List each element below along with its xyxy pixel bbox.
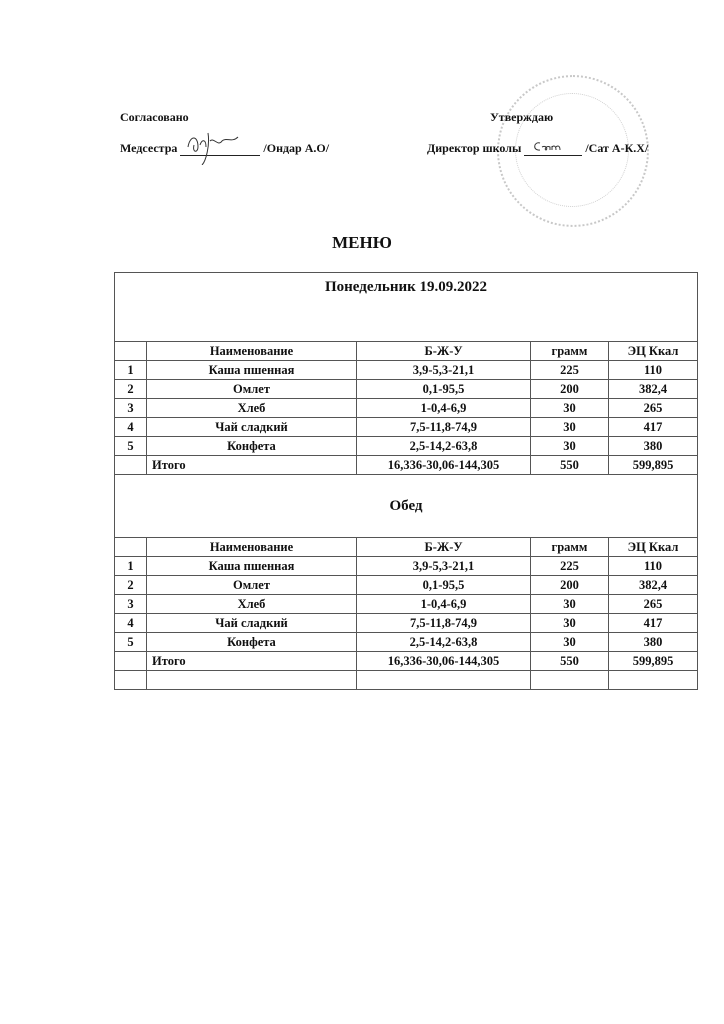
col-name-header: Наименование (147, 342, 357, 361)
table-row (115, 595, 698, 614)
director-signature-line (427, 141, 648, 156)
col-number-header (115, 342, 147, 361)
director-role: Директор школы (427, 141, 522, 155)
dish-gram: 225 (531, 557, 609, 576)
table-row (115, 633, 698, 652)
table-row (115, 557, 698, 576)
dish-bzu: 0,1-95,5 (357, 576, 531, 595)
total-row (115, 456, 698, 475)
empty-cell (115, 671, 147, 690)
total-kcal: 599,895 (609, 456, 698, 475)
col-gram-header: грамм (531, 538, 609, 557)
dish-bzu: 3,9-5,3-21,1 (357, 361, 531, 380)
table-row (115, 614, 698, 633)
col-gram-header: грамм (531, 342, 609, 361)
total-label: Итого (147, 652, 357, 671)
row-number: 4 (115, 418, 147, 437)
row-number: 3 (115, 595, 147, 614)
row-number: 2 (115, 380, 147, 399)
table-row (115, 576, 698, 595)
col-kcal-header: ЭЦ Ккал (609, 342, 698, 361)
table-row (115, 418, 698, 437)
col-number-header (115, 538, 147, 557)
col-bzu-header: Б-Ж-У (357, 538, 531, 557)
dish-name: Чай сладкий (147, 418, 357, 437)
approve-heading: Утверждаю (490, 110, 554, 124)
col-name-header: Наименование (147, 538, 357, 557)
dish-bzu: 3,9-5,3-21,1 (357, 557, 531, 576)
row-number (115, 456, 147, 475)
dish-name: Конфета (147, 633, 357, 652)
dish-bzu: 1-0,4-6,9 (357, 399, 531, 418)
empty-cell (357, 671, 531, 690)
row-number: 5 (115, 437, 147, 456)
row-number (115, 652, 147, 671)
dish-kcal: 265 (609, 399, 698, 418)
total-row (115, 652, 698, 671)
lunch-header-row (115, 538, 698, 557)
table-row (115, 380, 698, 399)
total-kcal: 599,895 (609, 652, 698, 671)
breakfast-header-row (115, 342, 698, 361)
dish-name: Каша пшенная (147, 557, 357, 576)
dish-name: Чай сладкий (147, 614, 357, 633)
total-gram: 550 (531, 652, 609, 671)
approved-heading: Согласовано (120, 110, 189, 124)
row-number: 1 (115, 557, 147, 576)
row-number: 4 (115, 614, 147, 633)
nurse-name: /Ондар А.О/ (263, 141, 330, 155)
empty-cell (531, 671, 609, 690)
dish-kcal: 417 (609, 418, 698, 437)
dish-bzu: 0,1-95,5 (357, 380, 531, 399)
handwritten-signature-icon (524, 137, 582, 157)
dish-bzu: 2,5-14,2-63,8 (357, 437, 531, 456)
dish-gram: 30 (531, 633, 609, 652)
empty-cell (609, 671, 698, 690)
nurse-signature (180, 143, 260, 156)
row-number: 2 (115, 576, 147, 595)
table-row (115, 361, 698, 380)
col-bzu-header: Б-Ж-У (357, 342, 531, 361)
total-gram: 550 (531, 456, 609, 475)
dish-kcal: 380 (609, 437, 698, 456)
table-row (115, 437, 698, 456)
dish-kcal: 382,4 (609, 576, 698, 595)
dish-name: Омлет (147, 380, 357, 399)
empty-cell (147, 671, 357, 690)
dish-gram: 200 (531, 576, 609, 595)
page-title: МЕНЮ (332, 233, 392, 252)
dish-gram: 30 (531, 614, 609, 633)
col-kcal-header: ЭЦ Ккал (609, 538, 698, 557)
handwritten-signature-icon (180, 125, 260, 165)
row-number: 5 (115, 633, 147, 652)
dish-gram: 30 (531, 437, 609, 456)
menu-table (114, 272, 698, 690)
total-bzu: 16,336-30,06-144,305 (357, 652, 531, 671)
dish-bzu: 7,5-11,8-74,9 (357, 418, 531, 437)
nurse-signature-line (120, 141, 329, 156)
dish-name: Каша пшенная (147, 361, 357, 380)
empty-row (115, 671, 698, 690)
dish-gram: 225 (531, 361, 609, 380)
row-number: 3 (115, 399, 147, 418)
dish-gram: 200 (531, 380, 609, 399)
dish-name: Омлет (147, 576, 357, 595)
dish-name: Хлеб (147, 595, 357, 614)
total-bzu: 16,336-30,06-144,305 (357, 456, 531, 475)
total-label: Итого (147, 456, 357, 475)
day-heading: Понедельник 19.09.2022 (115, 273, 698, 342)
dish-name: Хлеб (147, 399, 357, 418)
director-name: /Сат А-К.Х/ (585, 141, 649, 155)
dish-kcal: 417 (609, 614, 698, 633)
nurse-role: Медсестра (120, 141, 178, 155)
lunch-heading: Обед (115, 475, 698, 538)
dish-gram: 30 (531, 399, 609, 418)
director-signature (524, 143, 582, 156)
dish-kcal: 265 (609, 595, 698, 614)
dish-kcal: 380 (609, 633, 698, 652)
dish-bzu: 1-0,4-6,9 (357, 595, 531, 614)
dish-gram: 30 (531, 418, 609, 437)
dish-gram: 30 (531, 595, 609, 614)
row-number: 1 (115, 361, 147, 380)
lunch-heading-row (115, 475, 698, 538)
dish-bzu: 7,5-11,8-74,9 (357, 614, 531, 633)
breakfast-heading-row (115, 273, 698, 342)
dish-name: Конфета (147, 437, 357, 456)
dish-kcal: 110 (609, 361, 698, 380)
dish-kcal: 382,4 (609, 380, 698, 399)
table-row (115, 399, 698, 418)
dish-kcal: 110 (609, 557, 698, 576)
dish-bzu: 2,5-14,2-63,8 (357, 633, 531, 652)
